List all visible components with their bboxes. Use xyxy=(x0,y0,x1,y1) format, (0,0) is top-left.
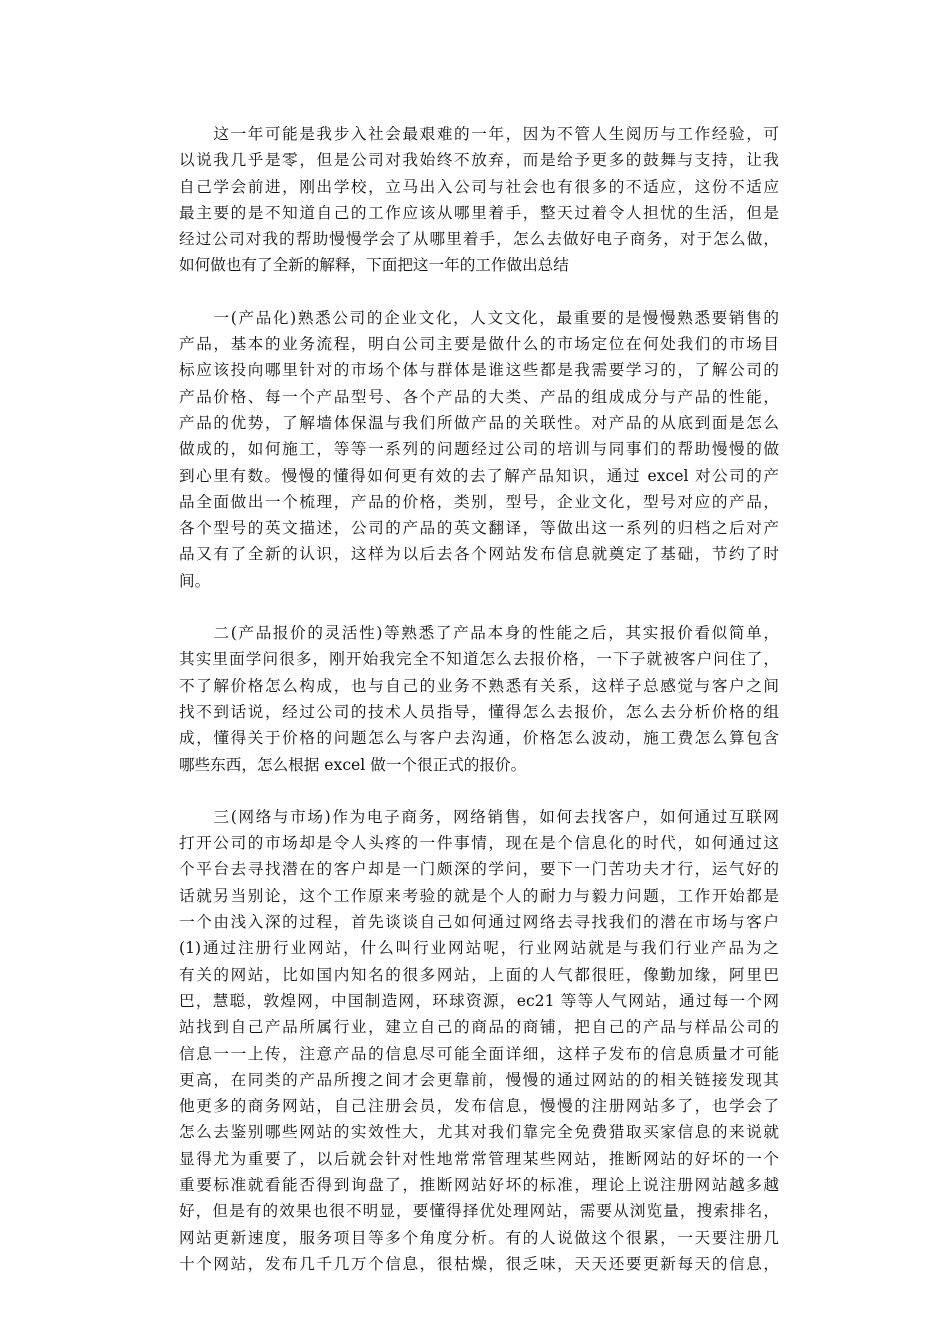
text-line: 更高，在同类的产品所搜之间才会更靠前，慢慢的通过网站的的相关链接发现其 xyxy=(179,1070,779,1089)
text-line: 成，懂得关于价格的问题怎么与客户去沟通，价格怎么波动，施工费怎么算包含 xyxy=(179,729,779,748)
text-line: 各个型号的英文描述，公司的产品的英文翻译，等做出这一系列的归档之后对产 xyxy=(179,519,779,538)
text-line: 二(产品报价的灵活性)等熟悉了产品本身的性能之后，其实报价看似简单， xyxy=(179,624,779,643)
text-line: 其实里面学问很多，刚开始我完全不知道怎么去报价格，一下子就被客户问住了， xyxy=(179,650,779,669)
text-line: 标应该投向哪里针对的市场个体与群体是谁这些都是我需要学习的，了解公司的 xyxy=(179,361,779,380)
text-line: 间。 xyxy=(179,571,211,590)
text-line: 最主要的是不知道自己的工作应该从哪里着手，整天过着令人担忧的生活，但是 xyxy=(179,203,779,222)
text-line: 话就另当别论，这个工作原来考验的就是个人的耐力与毅力问题，工作开始都是 xyxy=(179,886,779,905)
text-line: 产品价格、每一个产品型号、各个产品的大类、产品的组成成分与产品的性能， xyxy=(179,387,779,406)
text-line: 找不到话说，经过公司的技术人员指导，懂得怎么去报价，怎么去分析价格的组 xyxy=(179,702,779,721)
text-line: 好，但是有的效果也很不明显，要懂得择优处理网站，需要从浏览量，搜索排名， xyxy=(179,1202,779,1221)
text-line: 重要标准就看能否得到询盘了，推断网站好坏的标准，理论上说注册网站越多越 xyxy=(179,1175,779,1194)
text-line: 经过公司对我的帮助慢慢学会了从哪里着手，怎么去做好电子商务，对于怎么做， xyxy=(179,230,779,249)
paragraph-intro xyxy=(179,121,779,279)
text-line: (1)通过注册行业网站，什么叫行业网站呢，行业网站就是与我们行业产品为之 xyxy=(179,939,779,958)
text-line: 打开公司的市场却是令人头疼的一件事情，现在是个信息化的时代，如何通过这 xyxy=(179,834,779,853)
text-line: 巴，慧聪，敦煌网，中国制造网，环球资源，ec21 等等人气网站，通过每一个网 xyxy=(179,991,779,1010)
text-line: 他更多的商务网站，自己注册会员，发布信息，慢慢的注册网站多了，也学会了 xyxy=(179,1097,779,1116)
text-line: 产品，基本的业务流程，明白公司主要是做什么的市场定位在何处我们的市场目 xyxy=(179,335,779,354)
text-line: 做成的，如何施工，等等一系列的问题经过公司的培训与同事们的帮助慢慢的做 xyxy=(179,440,779,459)
text-line: 哪些东西，怎么根据 excel 做一个很正式的报价。 xyxy=(179,755,527,774)
text-line: 自己学会前进，刚出学校，立马出入公司与社会也有很多的不适应，这份不适应 xyxy=(179,177,779,196)
document-page xyxy=(179,121,779,1303)
text-line: 产品的优势，了解墙体保温与我们所做产品的关联性。对产品的从底到面是怎么 xyxy=(179,413,779,432)
text-line: 怎么去鉴别哪些网站的实效性大，尤其对我们靠完全免费猎取买家信息的来说就 xyxy=(179,1123,779,1142)
text-line: 一(产品化)熟悉公司的企业文化，人文文化，最重要的是慢慢熟悉要销售的 xyxy=(179,308,779,327)
text-line: 这一年可能是我步入社会最艰难的一年，因为不管人生阅历与工作经验，可 xyxy=(179,125,779,143)
paragraph-section-2 xyxy=(179,620,779,778)
text-line: 不了解价格怎么构成，也与自己的业务不熟悉有关系，这样子总感觉与客户之间 xyxy=(179,676,779,695)
text-line: 网站更新速度，服务项目等多个角度分析。有的人说做这个很累，一天要注册几 xyxy=(179,1228,779,1247)
text-line: 三(网络与市场)作为电子商务，网络销售，如何去找客户，如何通过互联网 xyxy=(179,807,779,826)
text-line: 信息一一上传，注意产品的信息尽可能全面详细，这样子发布的信息质量才可能 xyxy=(179,1044,779,1063)
text-line: 显得尤为重要了，以后就会针对性地常常管理某些网站，推断网站的好坏的一个 xyxy=(179,1149,779,1168)
paragraph-section-1 xyxy=(179,305,779,594)
text-line: 如何做也有了全新的解释，下面把这一年的工作做出总结 xyxy=(179,256,569,275)
paragraph-section-3 xyxy=(179,804,779,1277)
text-line: 品又有了全新的认识，这样为以后去各个网站发布信息就奠定了基础，节约了时 xyxy=(179,545,779,564)
text-line: 到心里有数。慢慢的懂得如何更有效的去了解产品知识，通过 excel 对公司的产 xyxy=(179,466,779,485)
text-line: 十个网站，发布几千几万个信息，很枯燥，很乏味，天天还要更新每天的信息， xyxy=(179,1254,779,1273)
text-line: 以说我几乎是零，但是公司对我始终不放弃，而是给予更多的鼓舞与支持，让我 xyxy=(179,151,779,170)
text-line: 一个由浅入深的过程，首先谈谈自己如何通过网络去寻找我们的潜在市场与客户 xyxy=(179,913,779,932)
text-line: 有关的网站，比如国内知名的很多网站，上面的人气都很旺，像勤加缘，阿里巴 xyxy=(179,965,779,984)
text-line: 个平台去寻找潜在的客户却是一门颇深的学问，要下一门苦功夫才行，运气好的 xyxy=(179,860,779,879)
text-line: 品全面做出一个梳理，产品的价格，类别，型号，企业文化，型号对应的产品， xyxy=(179,492,779,511)
text-line: 站找到自己产品所属行业，建立自己的商品的商铺，把自己的产品与样品公司的 xyxy=(179,1018,779,1037)
